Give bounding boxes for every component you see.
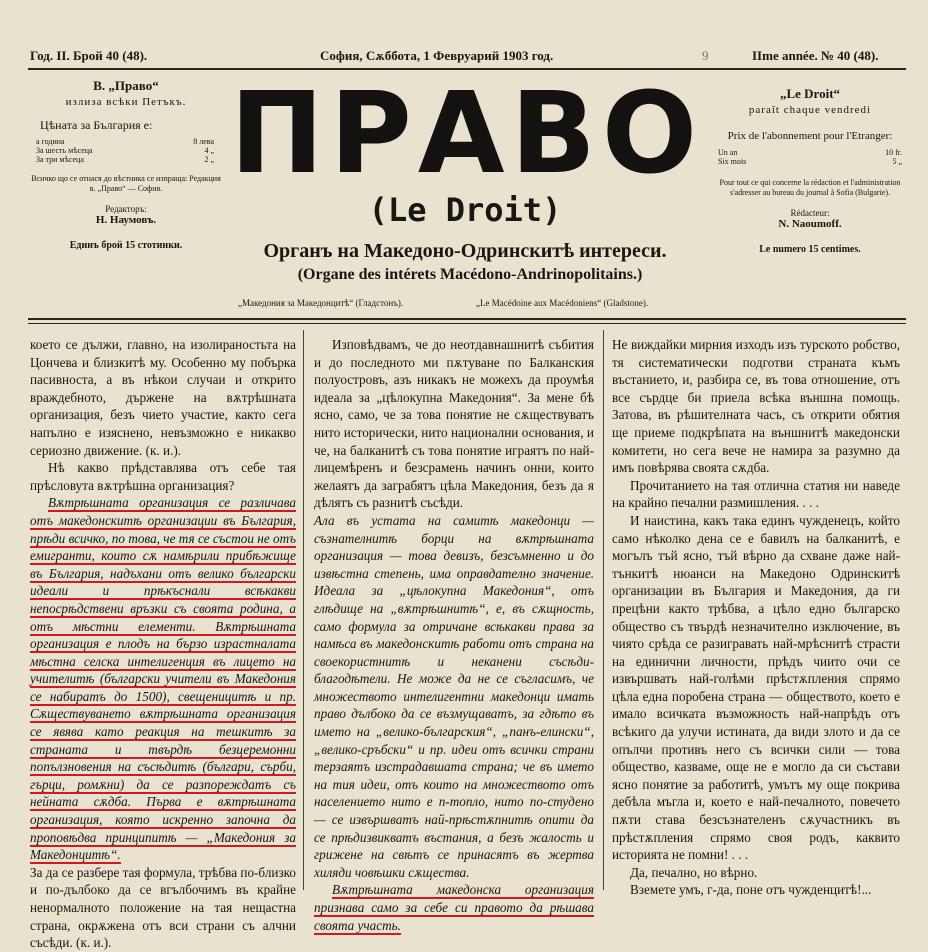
masthead-bottom-rule bbox=[28, 318, 906, 320]
price-row: Six mois 5 „ bbox=[718, 157, 902, 166]
right-box-title: „Le Droit“ bbox=[779, 86, 841, 101]
paragraph: Да, печално, но вѣрно. bbox=[630, 864, 758, 880]
right-box-note: Pour tout ce qui concerne la rédaction et l'administration s'adresser au bureau du journal à Sofia (Bulgarie). bbox=[719, 178, 901, 197]
article-column-3 bbox=[612, 336, 900, 899]
right-subscription-box bbox=[712, 86, 908, 255]
column-separator bbox=[603, 330, 604, 890]
organ-bg: Органъ на Македоно-Одринскитѣ интереси. bbox=[263, 240, 667, 262]
paragraph: За да се разбере тая формула, трѣбва по-близко и по-дълбоко да се вгълбочимъ въ крайне ненормалното положение на тая нещастна страна, окрѫжена отъ вси страни съ алчни съсѣди. (к. и.). bbox=[30, 864, 296, 951]
left-price-list bbox=[28, 137, 224, 164]
issue-number-fr: IIme année. № 40 (48). bbox=[752, 48, 879, 63]
left-editor-label: Редакторъ: bbox=[105, 204, 147, 214]
article-column-2 bbox=[314, 336, 594, 934]
right-price-list bbox=[712, 148, 908, 166]
paragraph: което се дължи, главно, на изолираностьта на Цончева и близкитѣ му. Особенно му побърка пасивноста, а въ нѣкои случаи и открито враждебното, държене на вѫтрѣшната организация, безъ чието участие, както сега напълно е изяснено, невъзможно е никакво сериозно движение. (к. и.). bbox=[30, 337, 296, 458]
paragraph: Прочитанието на тая отлична статия ни наведе на крайно печални размишления. . . . bbox=[612, 477, 900, 511]
left-subscription-box bbox=[28, 78, 224, 251]
masthead-subtitle: (Le Droit) bbox=[368, 191, 562, 229]
right-editor-name: N. Naoumoff. bbox=[778, 218, 842, 230]
right-editor-label: Rédacteur: bbox=[790, 208, 830, 218]
paragraph: Не виждайки мирния изходъ изъ турското робство, тя систематически подготви страната къмъ въстанието, и, разбира се, въ това отношение, отъ все сърдце би приела всѣка външна помощь. Затова, въ рѣшителната часъ, съ открити обятия ще приеме подкрѣпата на външнитѣ македонски комитети, но сега вече не намира за разумно да имъ повѣрява своята сѫдба. bbox=[612, 337, 900, 476]
masthead-bottom-rule-thin bbox=[28, 323, 906, 324]
price-row: Un an 10 fr. bbox=[718, 148, 902, 157]
price-row: За три мѣсеца 2 „ bbox=[36, 155, 214, 164]
paragraph: И наистина, какъ така единъ чужденецъ, който само нѣколко дена се е бавилъ на балканитѣ, е могълъ тъй ясно, тъй вѣрно да схване даже най-тънкитѣ нюанси на Македоно Одринскитѣ организации въ България и Македония, да ги прецѣни както трѣбва, а цѣло едно българско общество съ твърдѣ незначително изключение, въ чиято срѣда се разигравать най-мрѣснитѣ страсти на единични личности, прѣдъ чиито очи се извършвать най-голѣми прѣстѫпления спрямо цѣла една поробена страна — обществото, което е имало всичката възможность най-напрѣдъ отъ всѣкиго да улучи истината, да види злото и да се опълчи противъ него съ всички сили — това общество, казваме, още не е могло да си състави ясно понятие за работитѣ, умътъ му още покрива дебѣла мъгла и, което е най-печалното, повечето пѫти става безсъзнателенъ сѫучастникъ въ прѣстѫпления спрямо своя родъ, каквито историята не помни! . . . bbox=[612, 512, 900, 863]
left-box-title: В. „Право“ bbox=[93, 78, 159, 93]
right-box-weekly: paraît chaque vendredi bbox=[748, 104, 872, 116]
motto-bg: „Македония за Македонцитѣ“ (Гладстонъ). bbox=[238, 298, 404, 308]
paragraph: Нѣ какво прѣдставлява отъ себе тая прѣсловута вѫтрѣшна организация? bbox=[30, 460, 296, 493]
right-price-head: Prix de l'abonnement pour l'Etranger: bbox=[727, 130, 893, 142]
underlined-quote: Вѫтрѣшната организация се различава отъ македонскитѣ организации въ България, прѣди всичко, по това, че тя се състои не отъ емигранти, които сѫ намѣрили прибѣжище въ България, надъхани отъ велико български идеали и прѣкъснали всѣкакви непосрѣдствени връзки съ своята родина, а отъ мѣстни елементи. Вѫтрѣшната организация е плодъ на бързо израстналата мѣстна селска интелигенция въ лицето на учителитѣ (български учители въ Македония се набиратъ до 1500), свещеницитѣ и пр. Сѫществуването вѫтрѣшната организация се явява като реакция на тешкитѣ за страната и твърдѣ безцеремонни попълзновения на съсѣдитѣ (българи, сърби, гърци, ромѫни) да се разпореждатъ съ нейната сѫдба. Първа е вѫтрѣшната организация, която искренно започна да проповѣдва принципитѣ — „Македония за Македонцитѣ“. bbox=[30, 495, 296, 863]
issue-number-bg: Год. II. Брой 40 (48). bbox=[30, 48, 148, 63]
left-editor-name: Н. Наумовъ. bbox=[95, 214, 157, 226]
paragraph: Вземете умъ, г-да, поне отъ чужденцитѣ!... bbox=[630, 882, 872, 898]
masthead-title: ПРАВО bbox=[230, 69, 704, 199]
paragraph: Ала въ устата на самитѣ македонци — съзнателнитѣ борци на вѫтрѣшната организация — това девизъ, безсъмненно и до извѣстна степень, има оправдателно значение. Идеала за „цѣлокупна Македония“, отъ глѣдище на „вѫтрѣшнитѣ“, е, въ сѫщность, само формула за отричане всѣкакви права за намѣса въ македонскитѣ работи отъ страна на своекористнитѣ и неканени съсѣди-благодѣтели. Не може да не се съгласимъ, че множеството интелигентни македонци имать право дълбоко да се възмущаватъ, за гдѣто въ името на „велико-българския“, „панъ-елински“, „велико-сръбски“ и пр. идеи отъ всички страни терзаятъ изстрадавшата страна; че въ името на тия идеи, отъ които на множеството отъ населението нито е п-топло, нито по-студено — се извършватъ най-прѣстѫпнитѣ опити да се прѣдизвикватъ въстания, а безъ жалость и грижене на свѣтъ се принасятъ въ жертва хиляди човѣшки сѫщества. bbox=[314, 512, 594, 880]
left-price-head: Цѣната за България е: bbox=[40, 118, 153, 132]
price-row: За шесть мѣсеца 4 „ bbox=[36, 146, 214, 155]
right-single-price: Le numero 15 centimes. bbox=[759, 244, 861, 255]
page-mark: 9 bbox=[702, 48, 709, 63]
motto-fr: „Le Macédoine aux Macédoniens“ (Gladstone). bbox=[476, 298, 649, 308]
left-box-note: Всичко що се отнася до вѣстника се изпраща: Редакция в. „Право“ — София. bbox=[31, 174, 221, 193]
price-row: а година 8 лева bbox=[36, 137, 214, 146]
column-separator bbox=[303, 330, 304, 890]
paragraph: Изповѣдвамъ, че до неотдавнашнитѣ събития и до последното ми пѫтуване по Балканския полуостровъ, азъ никакъ не можехъ да проумѣя идеала за „цѣлокупна Македония“. За мене бѣ ясно, само, че за това понятие не сѫществуватъ нито исторически, нито национални основания, и че, на балканитѣ съ това понятие играятъ по най-лицемѣренъ и безсрамень начинъ онни, които желаятъ да заграбятъ цѣла Македония, безъ да я дѣлятъ съ разнитѣ съсѣди. bbox=[314, 337, 594, 511]
underlined-quote: Вѫтрѣшната македонска организация признава само за себе си правото да рѣшава своята участь. bbox=[314, 882, 594, 933]
article-column-1 bbox=[30, 336, 296, 952]
organ-fr: (Organe des intérets Macédono-Andrinopolitains.) bbox=[297, 266, 643, 283]
left-single-price: Единъ брой 15 стотинки. bbox=[69, 240, 183, 251]
dateline: София, Сѫббота, 1 Февруарий 1903 год. bbox=[320, 48, 554, 63]
left-box-weekly: излиза всѣки Петъкъ. bbox=[65, 96, 187, 108]
